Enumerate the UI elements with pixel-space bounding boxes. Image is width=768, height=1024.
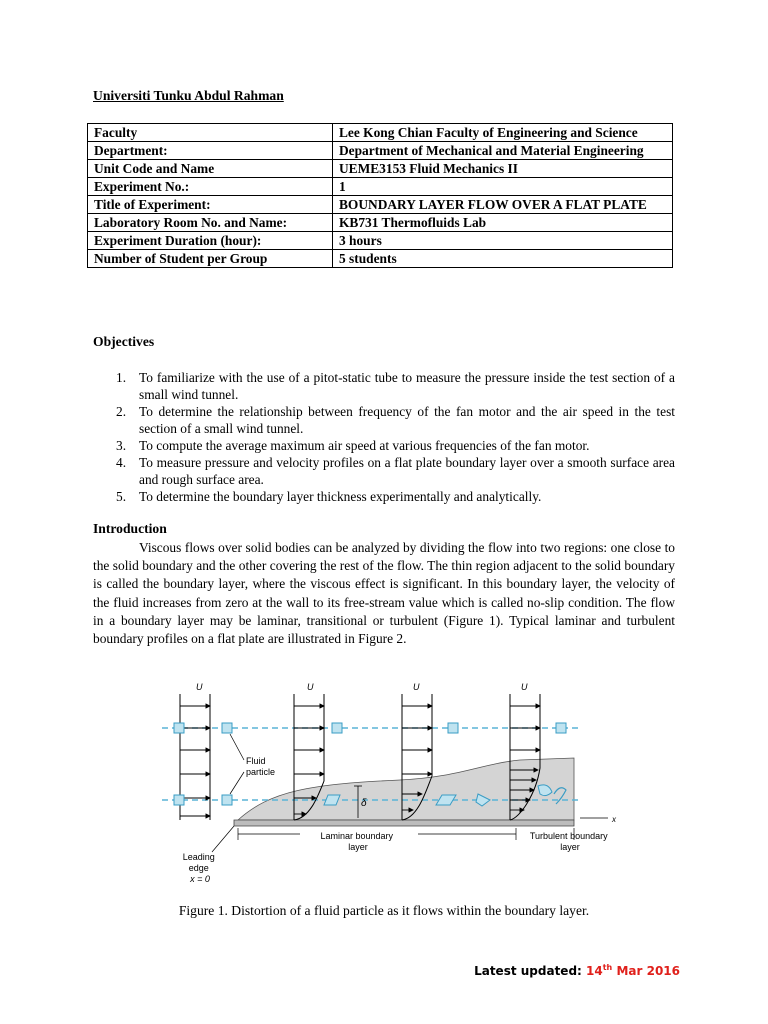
- boundary-layer-region: [238, 758, 574, 820]
- x-axis-label: x: [612, 815, 616, 824]
- last-updated-footer: [474, 963, 680, 978]
- objective-item: [93, 454, 675, 488]
- info-label: Experiment Duration (hour):: [88, 232, 333, 250]
- info-value: UEME3153 Fluid Mechanics II: [333, 160, 673, 178]
- objective-text: To familiarize with the use of a pitot-static tube to measure the pressure inside the test section of a small wind tunnel.: [139, 370, 675, 402]
- info-value: BOUNDARY LAYER FLOW OVER A FLAT PLATE: [333, 196, 673, 214]
- laminar-region-label: Laminar boundary layer: [320, 831, 394, 852]
- objective-item: [93, 369, 675, 403]
- objective-number: 3.: [116, 438, 127, 453]
- objective-item: [93, 488, 675, 505]
- leading-edge-leader: [212, 826, 234, 852]
- fluid-particle-leader-2: [230, 772, 244, 794]
- info-row: [88, 160, 673, 178]
- objective-number: 4.: [116, 455, 127, 470]
- info-row: [88, 124, 673, 142]
- info-label: Unit Code and Name: [88, 160, 333, 178]
- info-value: Department of Mechanical and Material Engineering: [333, 142, 673, 160]
- objective-number: 1.: [116, 370, 127, 385]
- svg-text:U: U: [196, 682, 203, 692]
- info-label: Experiment No.:: [88, 178, 333, 196]
- turbulent-region-label: Turbulent boundary layer: [529, 831, 608, 852]
- info-label: Laboratory Room No. and Name:: [88, 214, 333, 232]
- fluid-particle-label: Fluid particle: [246, 756, 276, 777]
- objectives-heading: Objectives: [93, 334, 155, 349]
- svg-text:δ: δ: [361, 798, 367, 809]
- objective-text: To determine the boundary layer thickness experimentally and analytically.: [139, 489, 542, 504]
- info-label: Title of Experiment:: [88, 196, 333, 214]
- objective-text: To determine the relationship between frequency of the fan motor and the air speed in the test section of a small wind tunnel.: [139, 404, 675, 436]
- fluid-particle-leader-1: [230, 734, 244, 760]
- objective-number: 2.: [116, 404, 127, 419]
- info-row: [88, 232, 673, 250]
- info-label: Number of Student per Group: [88, 250, 333, 268]
- figure-caption: Figure 1. Distortion of a fluid particle as it flows within the boundary layer.: [178, 903, 590, 918]
- svg-text:U: U: [521, 682, 528, 692]
- leading-edge-label: Leading edge x = 0: [182, 852, 215, 884]
- experiment-info-table: [87, 123, 673, 268]
- info-row: [88, 142, 673, 160]
- objective-text: To compute the average maximum air speed at various frequencies of the fan motor.: [139, 438, 590, 453]
- boundary-layer-figure: [160, 676, 620, 888]
- last-updated-label: Latest updated:: [474, 964, 582, 978]
- info-row: [88, 178, 673, 196]
- info-value: KB731 Thermofluids Lab: [333, 214, 673, 232]
- objective-number: 5.: [116, 489, 127, 504]
- objective-text: To measure pressure and velocity profiles on a flat plate boundary layer over a smooth surface area and rough surface area.: [139, 455, 675, 487]
- last-updated-date: 14th Mar 2016: [586, 963, 680, 978]
- objective-item: [93, 437, 675, 454]
- university-name: Universiti Tunku Abdul Rahman: [93, 88, 284, 103]
- objectives-list: [93, 369, 675, 505]
- info-value: 5 students: [333, 250, 673, 268]
- svg-text:U: U: [413, 682, 420, 692]
- flat-plate: [234, 820, 574, 826]
- info-value: 3 hours: [333, 232, 673, 250]
- objective-item: [93, 403, 675, 437]
- info-row: [88, 196, 673, 214]
- introduction-paragraph: Viscous flows over solid bodies can be analyzed by dividing the flow into two regions: one close to the solid boundary and the other covering the rest of the flow. The thin region adjacent to the solid boundary is called the boundary layer, where the viscous effect is significant. In this boundary layer, the velocity of the fluid increases from zero at the wall to its free-stream value which is called no-slip condition. The flow in a boundary layer may be laminar, transitional or turbulent (Figure 1). Typical laminar and turbulent boundary profiles on a flat plate are illustrated in Figure 2.: [93, 540, 675, 647]
- info-row: [88, 214, 673, 232]
- info-label: Faculty: [88, 124, 333, 142]
- info-label: Department:: [88, 142, 333, 160]
- info-value: 1: [333, 178, 673, 196]
- svg-text:U: U: [307, 682, 314, 692]
- introduction-heading: Introduction: [93, 521, 167, 536]
- info-value: Lee Kong Chian Faculty of Engineering and Science: [333, 124, 673, 142]
- info-row: [88, 250, 673, 268]
